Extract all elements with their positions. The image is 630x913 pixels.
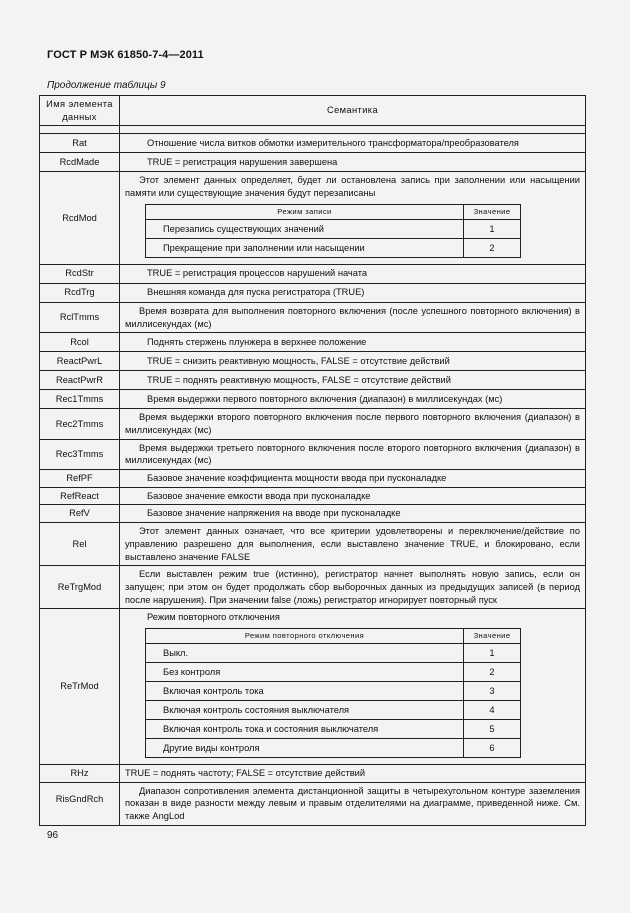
recording-mode-table	[145, 204, 521, 258]
table-row	[40, 439, 586, 469]
column-header-semantics: Семантика	[120, 96, 586, 126]
table-row	[40, 487, 586, 505]
table-row	[40, 302, 586, 332]
header-gap	[40, 126, 586, 134]
table-header-row	[40, 96, 586, 126]
row-name: RcdMade	[40, 153, 120, 172]
subtable-header	[146, 204, 521, 219]
row-semantics: Диапазон сопротивления элемента дистанционной защиты в четырехугольном контуре заземления показан в виде разности между левым и правым отделителями на диаграмме, приведенной ниже. См. также AngLod	[120, 782, 586, 825]
row-name: ReTrMod	[40, 609, 120, 765]
row-name: RHz	[40, 765, 120, 783]
subtable-value: 1	[464, 644, 521, 663]
subtable-value: 5	[464, 720, 521, 739]
page-number: 96	[47, 830, 59, 841]
row-semantics: Внешняя команда для пуска регистратора (TRUE)	[120, 283, 586, 302]
row-name: ReTrgMod	[40, 566, 120, 609]
table-row	[40, 371, 586, 390]
table-row	[40, 153, 586, 172]
table-row	[40, 134, 586, 153]
row-semantics: Поднять стержень плунжера в верхнее положение	[120, 333, 586, 352]
subtable-header	[146, 629, 521, 644]
row-semantics: Этот элемент данных определяет, будет ли остановлена запись при заполнении или насыщении памяти или существующие значения будут перезаписаны	[125, 175, 580, 199]
row-semantics: Время выдержки третьего повторного включения после второго повторного включения (диапазон) в миллисекундах (мс)	[120, 439, 586, 469]
subtable-value: 6	[464, 739, 521, 758]
row-semantics-cell	[120, 172, 586, 264]
table-row	[40, 283, 586, 302]
row-semantics: Базовое значение емкости ввода при пусконаладке	[120, 487, 586, 505]
row-semantics: Отношение числа витков обмотки измерительного трансформатора/преобразователя	[120, 134, 586, 153]
subtable-option: Прекращение при заполнении или насыщении	[146, 238, 464, 257]
subtable-row	[146, 720, 521, 739]
table-row	[40, 172, 586, 264]
subtable-value: 2	[464, 663, 521, 682]
subtable-option: Включая контроль тока и состояния выключателя	[146, 720, 464, 739]
table-row	[40, 264, 586, 283]
row-semantics: TRUE = поднять частоту; FALSE = отсутствие действий	[120, 765, 586, 783]
subtable-value: 1	[464, 219, 521, 238]
subtable-row	[146, 238, 521, 257]
subtable-row	[146, 644, 521, 663]
row-name: Rec3Tmms	[40, 439, 120, 469]
row-name: ReactPwrL	[40, 352, 120, 371]
row-name: RcdTrg	[40, 283, 120, 302]
subtable-header-mode: Режим повторного отключения	[146, 629, 464, 644]
retrip-mode-table	[145, 628, 521, 758]
table-row	[40, 765, 586, 783]
row-semantics: Режим повторного отключения	[147, 612, 280, 623]
table-row	[40, 505, 586, 523]
table-row	[40, 566, 586, 609]
table-caption: Продолжение таблицы 9	[47, 80, 166, 91]
row-semantics: Время возврата для выполнения повторного включения (после успешного повторного включения) в миллисекундах (мс)	[120, 302, 586, 332]
subtable-option: Без контроля	[146, 663, 464, 682]
table-row	[40, 390, 586, 409]
row-name: RclTmms	[40, 302, 120, 332]
table-row	[40, 333, 586, 352]
subtable-value: 4	[464, 701, 521, 720]
table-row	[40, 409, 586, 439]
row-name: RefPF	[40, 470, 120, 488]
row-semantics: Базовое значение напряжения на вводе при пусконаладке	[120, 505, 586, 523]
subtable-header-mode: Режим записи	[146, 204, 464, 219]
document-header: ГОСТ Р МЭК 61850-7-4—2011	[47, 49, 204, 61]
table-row	[40, 352, 586, 371]
row-name: RefV	[40, 505, 120, 523]
subtable-header-value: Значение	[464, 204, 521, 219]
semantics-table	[39, 95, 586, 826]
table-row	[40, 470, 586, 488]
row-semantics: Время выдержки первого повторного включения (диапазон) в миллисекундах (мс)	[120, 390, 586, 409]
row-name: Rec2Tmms	[40, 409, 120, 439]
subtable-option: Включая контроль состояния выключателя	[146, 701, 464, 720]
row-name: ReactPwrR	[40, 371, 120, 390]
table-row	[40, 782, 586, 825]
row-name: RcdMod	[40, 172, 120, 264]
subtable-option: Включая контроль тока	[146, 682, 464, 701]
subtable-value: 2	[464, 238, 521, 257]
row-semantics: Этот элемент данных означает, что все критерии удовлетворены и переключение/действие по управлению разрешено для выполнения, если выставлено значение TRUE, и блокировано, если выставлено значение FALSE	[120, 523, 586, 566]
row-semantics: TRUE = поднять реактивную мощность, FALSE = отсутствие действий	[120, 371, 586, 390]
table-row	[40, 609, 586, 765]
row-name: RisGndRch	[40, 782, 120, 825]
subtable-row	[146, 219, 521, 238]
subtable-row	[146, 663, 521, 682]
row-name: RcdStr	[40, 264, 120, 283]
row-semantics: TRUE = регистрация нарушения завершена	[120, 153, 586, 172]
subtable-row	[146, 701, 521, 720]
subtable-value: 3	[464, 682, 521, 701]
row-semantics: Если выставлен режим true (истинно), регистратор начнет выполнять новую запись, если он запущен; при этом он будет продолжать сбор выборочных данных из предыдущих записей (в период после нарушения). При значении false (ложь) регистратор игнорирует повторный пуск	[120, 566, 586, 609]
subtable-row	[146, 739, 521, 758]
column-header-name: Имя элемента данных	[40, 96, 120, 126]
row-semantics: Базовое значение коэффициента мощности ввода при пусконаладке	[120, 470, 586, 488]
subtable-option: Выкл.	[146, 644, 464, 663]
table-row	[40, 523, 586, 566]
row-semantics: Время выдержки второго повторного включения после первого повторного включения (диапазон) в миллисекундах (мс)	[120, 409, 586, 439]
row-semantics-cell	[120, 609, 586, 765]
row-name: Rcol	[40, 333, 120, 352]
row-name: Rat	[40, 134, 120, 153]
row-name: RefReact	[40, 487, 120, 505]
row-semantics: TRUE = снизить реактивную мощность, FALSE = отсутствие действий	[120, 352, 586, 371]
row-name: Rel	[40, 523, 120, 566]
row-name: Rec1Tmms	[40, 390, 120, 409]
subtable-row	[146, 682, 521, 701]
subtable-option: Другие виды контроля	[146, 739, 464, 758]
subtable-option: Перезапись существующих значений	[146, 219, 464, 238]
subtable-header-value: Значение	[464, 629, 521, 644]
row-semantics: TRUE = регистрация процессов нарушений начата	[120, 264, 586, 283]
